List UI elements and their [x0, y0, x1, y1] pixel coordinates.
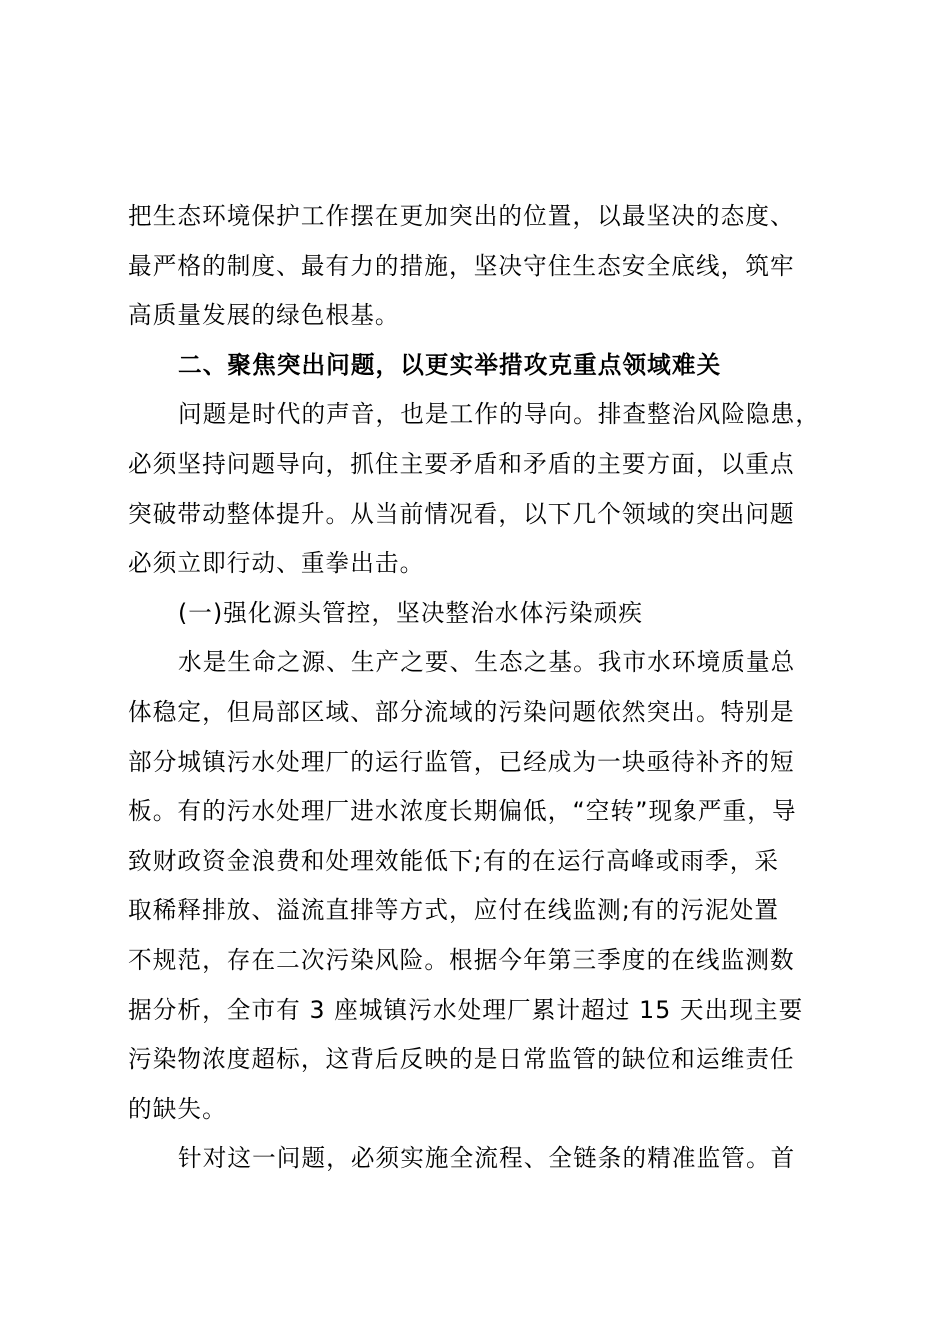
paragraph: [128, 638, 828, 1134]
text-line: 把生态环境保护工作摆在更加突出的位置，以最坚决的态度、: [128, 202, 795, 230]
text-line: 针对这一问题，必须实施全流程、全链条的精准监管。首: [178, 1144, 796, 1173]
document-page: [128, 192, 828, 1184]
text-line: 的缺失。: [128, 1094, 227, 1123]
subsection-heading: [128, 589, 828, 639]
paragraph-continued: [128, 192, 828, 341]
text-line: 水是生命之源、生产之要、生态之基。我市水环境质量总: [178, 648, 796, 677]
paragraph: [128, 390, 828, 588]
subheading-text: (一)强化源头管控，坚决整治水体污染顽疾: [178, 598, 644, 627]
text-line: 必须坚持问题导向，抓住主要矛盾和矛盾的主要方面，以重点: [128, 449, 795, 478]
text-line: 据分析，全市有 3 座城镇污水处理厂累计超过 15 天出现主要: [128, 995, 804, 1024]
text-line: 高质量发展的绿色根基。: [128, 301, 400, 330]
text-line: 最严格的制度、最有力的措施，坚决守住生态安全底线，筑牢: [128, 251, 795, 280]
paragraph: [128, 1134, 828, 1184]
text-line: 问题是时代的声音，也是工作的导向。排查整治风险隐患，: [178, 400, 821, 429]
text-line: 部分城镇污水处理厂的运行监管，已经成为一块亟待补齐的短: [128, 747, 795, 776]
text-line: 取稀释排放、溢流直排等方式，应付在线监测;有的污泥处置: [128, 896, 780, 925]
text-line: 必须立即行动、重拳出击。: [128, 549, 425, 578]
heading-text: 二、聚焦突出问题，以更实举措攻克重点领域难关: [178, 350, 722, 379]
text-line: 污染物浓度超标，这背后反映的是日常监管的缺位和运维责任: [128, 1045, 795, 1074]
text-line: 体稳定，但局部区域、部分流域的污染问题依然突出。特别是: [128, 697, 795, 726]
text-line: 不规范，存在二次污染风险。根据今年第三季度的在线监测数: [128, 945, 795, 974]
text-line: 板。有的污水处理厂进水浓度长期偏低，“空转”现象严重，导: [128, 797, 797, 826]
text-line: 致财政资金浪费和处理效能低下;有的在运行高峰或雨季，采: [128, 846, 780, 875]
text-line: 突破带动整体提升。从当前情况看，以下几个领域的突出问题: [128, 499, 795, 528]
section-heading: [128, 341, 828, 391]
